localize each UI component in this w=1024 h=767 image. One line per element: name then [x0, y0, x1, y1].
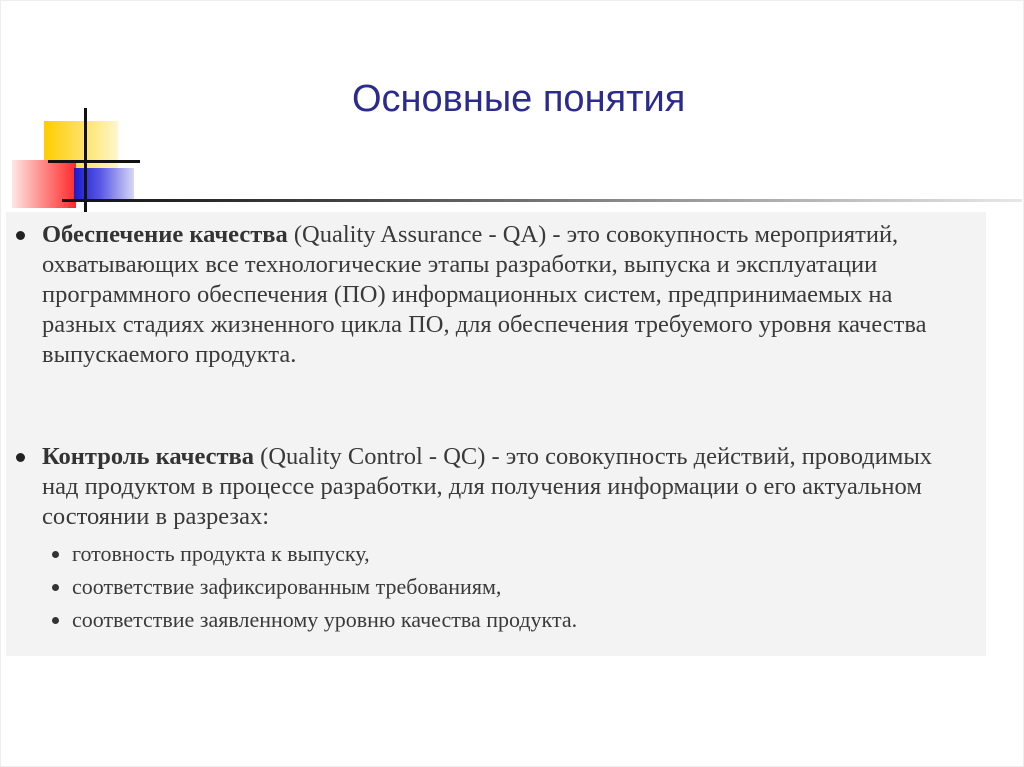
content-panel — [6, 212, 986, 656]
sub-item-text: соответствие заявленному уровню качества продукта. — [72, 607, 578, 632]
decorative-logo — [0, 0, 140, 220]
blue-square — [74, 168, 134, 202]
sub-bullet-dot — [52, 617, 59, 624]
sub-item-quality-level — [70, 603, 970, 636]
definition-quality-assurance: (Quality Assurance - QA) - это совокупность мероприятий, охватывающих все технологические этапы разработки, выпуска и эксплуатации программного обеспечения (ПО) информационных систем, предпринимаемых на разных стадиях жизненного цикла ПО, для обеспечения требуемого уровня качества выпускаемого продукта. — [42, 221, 927, 368]
slide-title: Основные понятия — [352, 78, 686, 120]
logo-horizontal-rule — [48, 160, 140, 163]
bullet-quality-control — [42, 442, 972, 532]
definition-quality-control: (Quality Control - QC) - это совокупность действий, проводимых над продуктом в процессе разработки, для получения информации о его актуальном состоянии в разрезах: — [42, 443, 933, 530]
sub-item-requirements — [70, 570, 970, 603]
title-underline — [62, 199, 1022, 202]
term-quality-assurance: Обеспечение качества — [42, 221, 288, 248]
sub-list — [70, 537, 970, 636]
bullet-quality-assurance — [42, 220, 972, 370]
bullet-dot — [16, 231, 25, 240]
sub-item-text: соответствие зафиксированным требованиям, — [72, 574, 502, 599]
term-quality-control: Контроль качества — [42, 443, 255, 470]
sub-item-text: готовность продукта к выпуску, — [72, 541, 370, 566]
bullet-dot — [16, 453, 25, 462]
sub-item-readiness — [70, 537, 970, 570]
sub-bullet-dot — [52, 584, 59, 591]
sub-bullet-dot — [52, 551, 59, 558]
